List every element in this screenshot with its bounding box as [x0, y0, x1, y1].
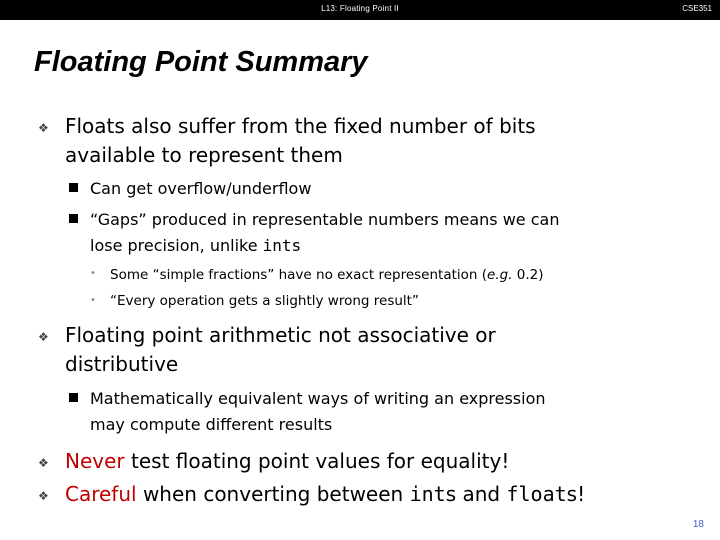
- text-fragment: Some “simple fractions” have no exact representation (: [110, 267, 488, 283]
- never-emphasis: Never: [65, 449, 125, 473]
- bullet-2: [65, 321, 496, 379]
- four-diamond-bullet-icon: ❖: [38, 330, 49, 344]
- code-ints: ints: [262, 236, 302, 255]
- sub-bullet-gaps-line-2: [90, 233, 559, 259]
- sub-bullet-equivalent-ways-line-1: Mathematically equivalent ways of writing an expression: [90, 389, 546, 408]
- subsub-bullet-fractions: [110, 264, 544, 287]
- lecture-title: L13: Floating Point II: [321, 4, 399, 13]
- square-bullet-icon: [69, 214, 78, 223]
- sub-bullet-gaps-line-1: “Gaps” produced in representable numbers means we can: [90, 210, 560, 229]
- code-float: float: [506, 482, 567, 506]
- text-fragment: lose precision, unlike: [90, 236, 263, 255]
- sub-bullet-equivalent-ways: [90, 386, 546, 438]
- slide-header-bar: [0, 0, 720, 20]
- bullet-4: [65, 480, 585, 509]
- subsub-bullet-every-operation: “Every operation gets a slightly wrong result”: [110, 293, 419, 309]
- bullet-1: [65, 112, 536, 170]
- bullet-1-line-1: Floats also suffer from the fixed number of bits: [65, 114, 536, 138]
- square-bullet-icon: [69, 393, 78, 402]
- bullet-3: [65, 447, 509, 476]
- four-diamond-bullet-icon: ❖: [38, 456, 49, 470]
- sub-bullet-gaps: [90, 207, 559, 259]
- bullet-2-line-1: Floating point arithmetic not associative or: [65, 323, 496, 347]
- slide-title: Floating Point Summary: [34, 46, 368, 78]
- page-number: 18: [692, 519, 704, 530]
- text-fragment: 0.2): [512, 267, 544, 283]
- eg-italic: e.g.: [487, 267, 513, 283]
- careful-emphasis: Careful: [65, 482, 137, 506]
- text-fragment: test floating point values for equality!: [124, 449, 510, 473]
- four-diamond-bullet-icon: ❖: [38, 489, 49, 503]
- text-fragment: when converting between: [136, 482, 410, 506]
- square-bullet-icon: [69, 183, 78, 192]
- sub-bullet-equivalent-ways-line-2: may compute different results: [90, 415, 333, 434]
- dot-bullet-icon: •: [90, 295, 96, 306]
- four-diamond-bullet-icon: ❖: [38, 121, 49, 135]
- bullet-2-line-2: distributive: [65, 352, 179, 376]
- bullet-1-line-2: available to represent them: [65, 143, 343, 167]
- text-fragment: s!: [566, 482, 586, 506]
- course-code: CSE351: [682, 4, 712, 13]
- dot-bullet-icon: •: [90, 268, 96, 279]
- sub-bullet-overflow: Can get overflow/underflow: [90, 179, 312, 198]
- text-fragment: s and: [445, 482, 507, 506]
- code-int: int: [409, 482, 446, 506]
